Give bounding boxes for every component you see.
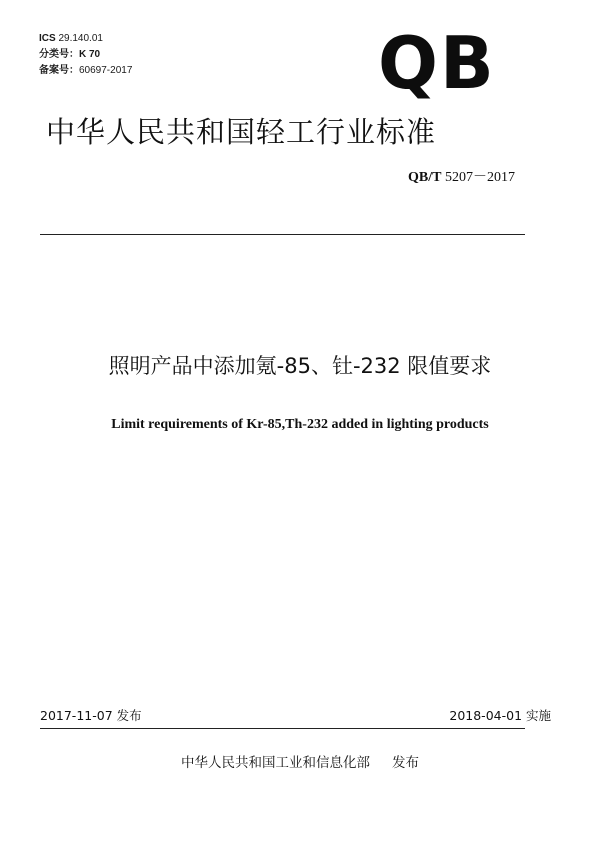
standard-category-title: 中华人民共和国轻工行业标准	[46, 115, 437, 149]
bottom-divider	[40, 728, 525, 729]
ics-code	[39, 33, 103, 45]
classification-code	[39, 49, 100, 61]
ics-label: ICS	[39, 33, 56, 44]
record-value: 60697-2017	[79, 65, 133, 76]
standard-number-prefix: QB/T	[408, 170, 442, 185]
issuer-name: 中华人民共和国工业和信息化部	[181, 755, 370, 771]
classification-label: 分类号：	[39, 49, 79, 60]
standard-number-value: 5207－2017	[445, 170, 515, 185]
record-label: 备案号：	[39, 65, 79, 76]
ics-value: 29.140.01	[58, 33, 103, 44]
document-title-chinese: 照明产品中添加氪-85、钍-232 限值要求	[108, 354, 492, 378]
classification-value: K 70	[79, 49, 101, 60]
record-number	[39, 65, 132, 77]
qb-logo: QB	[378, 21, 496, 105]
issue-date: 2017-11-07 发布	[40, 708, 142, 723]
issuing-authority	[0, 754, 600, 772]
document-title-english: Limit requirements of Kr-85,Th-232 added in lighting products	[111, 417, 489, 432]
issuer-action: 发布	[392, 755, 419, 771]
standard-number	[408, 170, 515, 186]
top-divider	[40, 234, 525, 235]
implementation-date: 2018-04-01 实施	[449, 708, 551, 723]
